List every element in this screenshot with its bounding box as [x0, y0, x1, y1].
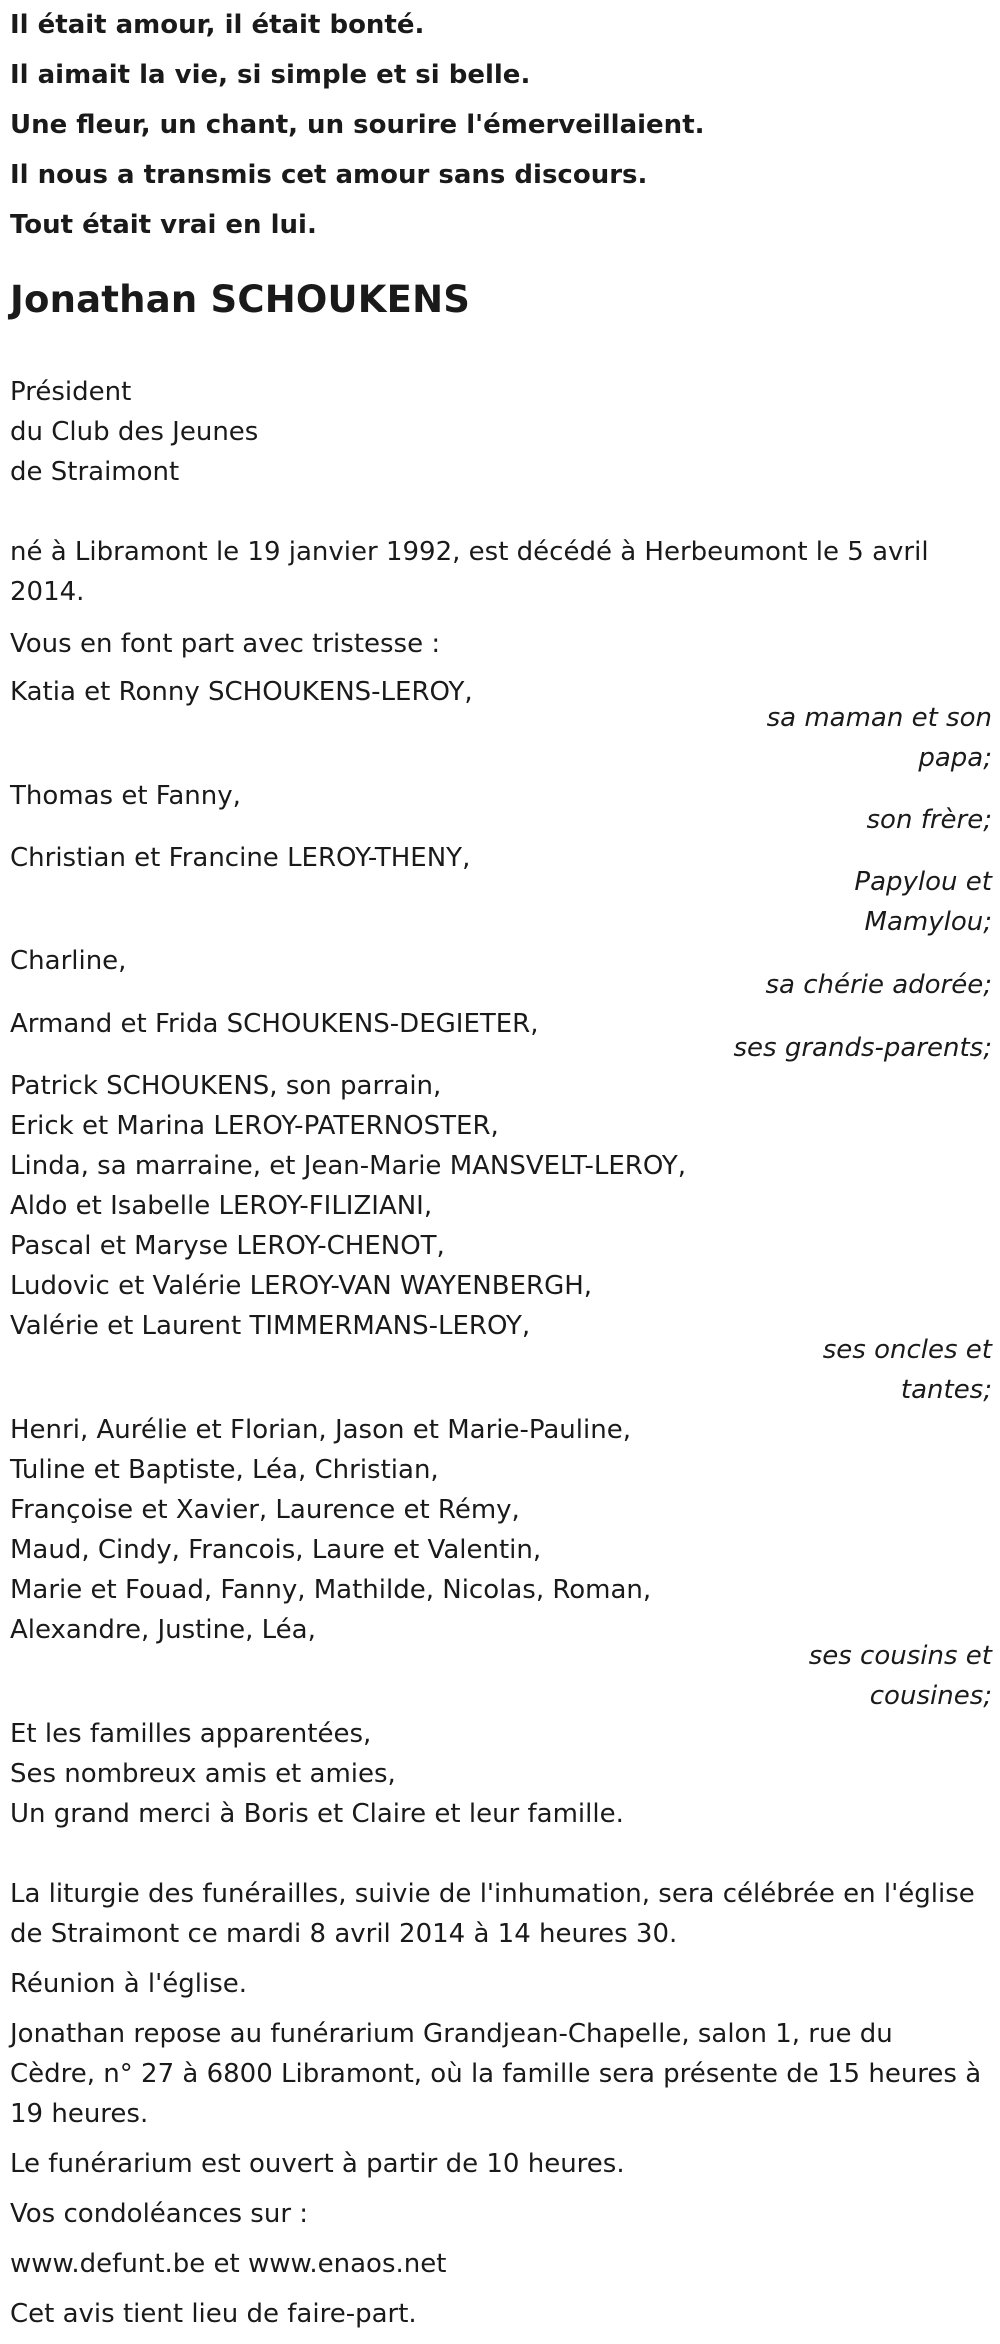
- others-line: Un grand merci à Boris et Claire et leur famille.: [10, 1799, 624, 1829]
- family-relation: sa maman et son: [766, 703, 992, 733]
- family-names: Erick et Marina LEROY-PATERNOSTER,: [10, 1111, 499, 1141]
- reunion-text: Réunion à l'église.: [10, 1969, 248, 1999]
- family-relation: papa;: [918, 743, 992, 773]
- poem-line: Il aimait la vie, si simple et si belle.: [10, 60, 531, 90]
- family-relation: ses oncles et: [822, 1335, 992, 1365]
- birth-death-line: 2014.: [10, 577, 85, 607]
- family-names: Marie et Fouad, Fanny, Mathilde, Nicolas, Roman,: [10, 1575, 652, 1605]
- family-names: Aldo et Isabelle LEROY-FILIZIANI,: [10, 1191, 433, 1221]
- funeral-line: La liturgie des funérailles, suivie de l'inhumation, sera célébrée en l'église: [10, 1879, 975, 1909]
- family-names: Alexandre, Justine, Léa,: [10, 1615, 316, 1645]
- family-relation: ses cousins et: [808, 1641, 992, 1671]
- family-names: Christian et Francine LEROY-THENY,: [10, 843, 471, 873]
- birth-death-line: né à Libramont le 19 janvier 1992, est décédé à Herbeumont le 5 avril: [10, 537, 929, 567]
- family-relation: cousines;: [869, 1681, 992, 1711]
- poem: [10, 0, 705, 250]
- poem-line: Il était amour, il était bonté.: [10, 10, 425, 40]
- family-names: Pascal et Maryse LEROY-CHENOT,: [10, 1231, 445, 1261]
- funerarium-line: Jonathan repose au funérarium Grandjean-Chapelle, salon 1, rue du: [10, 2019, 893, 2049]
- poem-line: Une fleur, un chant, un sourire l'émerveillaient.: [10, 110, 705, 140]
- funerarium-line: 19 heures.: [10, 2099, 149, 2129]
- poem-line: Il nous a transmis cet amour sans discours.: [10, 160, 648, 190]
- opening-hours: Le funérarium est ouvert à partir de 10 heures.: [10, 2149, 625, 2179]
- websites-text: www.defunt.be et www.enaos.net: [10, 2249, 447, 2279]
- poem-line: Tout était vrai en lui.: [10, 210, 317, 240]
- family-names: Thomas et Fanny,: [10, 781, 241, 811]
- intro-text: Vous en font part avec tristesse :: [10, 629, 441, 659]
- funerarium-line: Cèdre, n° 27 à 6800 Libramont, où la famille sera présente de 15 heures à: [10, 2059, 982, 2089]
- family-names: Armand et Frida SCHOUKENS-DEGIETER,: [10, 1009, 539, 1039]
- family-names: Linda, sa marraine, et Jean-Marie MANSVELT-LEROY,: [10, 1151, 687, 1181]
- others-line: Ses nombreux amis et amies,: [10, 1759, 396, 1789]
- family-names: Ludovic et Valérie LEROY-VAN WAYENBERGH,: [10, 1271, 593, 1301]
- family-relation: son frère;: [866, 805, 992, 835]
- title-line: de Straimont: [10, 457, 180, 487]
- family-names: Henri, Aurélie et Florian, Jason et Marie-Pauline,: [10, 1415, 631, 1445]
- family-relation: tantes;: [900, 1375, 992, 1405]
- funeral-line: de Straimont ce mardi 8 avril 2014 à 14 heures 30.: [10, 1919, 678, 1949]
- title-line: du Club des Jeunes: [10, 417, 259, 447]
- family-relation: ses grands-parents;: [733, 1033, 992, 1063]
- family-names: Charline,: [10, 946, 127, 976]
- family-names: Valérie et Laurent TIMMERMANS-LEROY,: [10, 1311, 531, 1341]
- title-line: Président: [10, 377, 132, 407]
- condolences-label: Vos condoléances sur :: [10, 2199, 309, 2229]
- others-line: Et les familles apparentées,: [10, 1719, 372, 1749]
- family-relation: Mamylou;: [864, 907, 992, 937]
- deceased-name: Jonathan SCHOUKENS: [10, 278, 471, 321]
- family-relation: sa chérie adorée;: [765, 970, 992, 1000]
- closing-text: Cet avis tient lieu de faire-part.: [10, 2299, 417, 2329]
- family-relation: Papylou et: [854, 867, 992, 897]
- family-names: Tuline et Baptiste, Léa, Christian,: [10, 1455, 439, 1485]
- family-names: Maud, Cindy, Francois, Laure et Valentin,: [10, 1535, 542, 1565]
- family-names: Katia et Ronny SCHOUKENS-LEROY,: [10, 677, 473, 707]
- family-names: Patrick SCHOUKENS, son parrain,: [10, 1071, 442, 1101]
- family-names: Françoise et Xavier, Laurence et Rémy,: [10, 1495, 520, 1525]
